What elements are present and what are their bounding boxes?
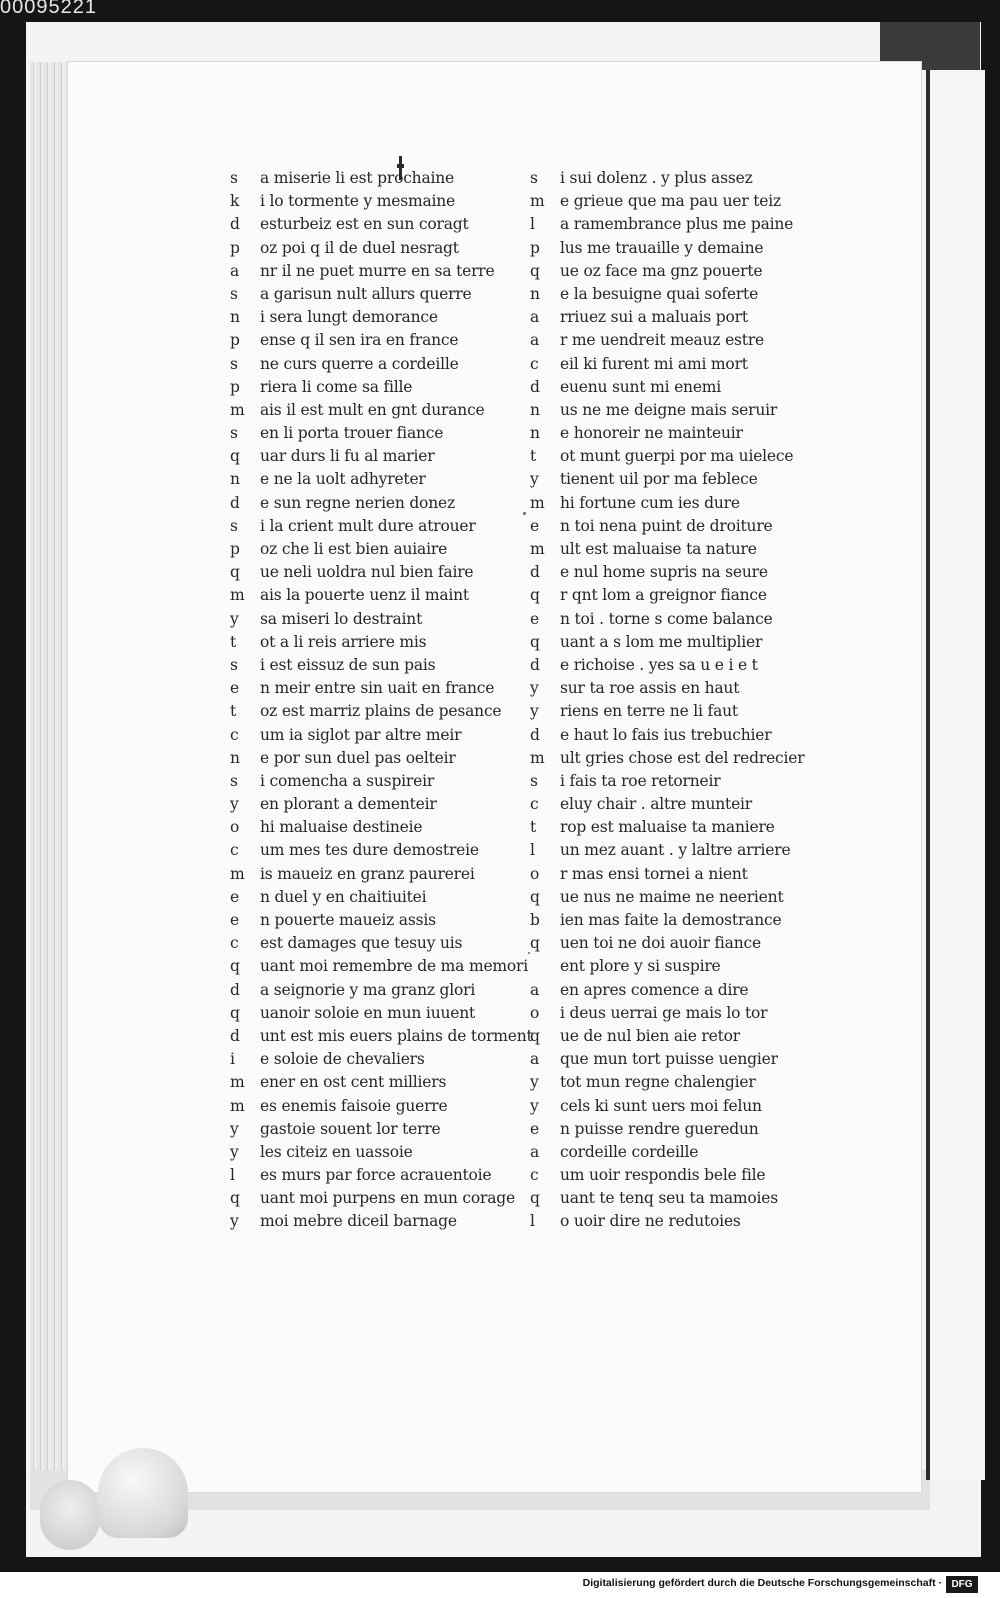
verse-initial: t xyxy=(230,632,237,651)
verse-initial: y xyxy=(230,609,239,628)
verse-initial: d xyxy=(530,655,540,674)
verse-initial: c xyxy=(530,795,539,814)
verse-text: en plorant a dementeir xyxy=(260,795,437,814)
verse-line xyxy=(530,584,840,607)
verse-text: i comencha a suspireir xyxy=(260,771,435,790)
verse-initial: y xyxy=(530,1096,539,1115)
verse-text: ot munt guerpi por ma uielece xyxy=(560,447,794,466)
footer-bar xyxy=(0,1572,1000,1598)
verse-text: riens en terre ne li faut xyxy=(560,702,738,721)
verse-text: uant te tenq seu ta mamoies xyxy=(560,1189,779,1208)
verse-line xyxy=(530,515,840,538)
verse-initial: n xyxy=(530,284,540,303)
dfg-logo-icon: DFG xyxy=(946,1576,978,1593)
verse-initial: t xyxy=(230,702,237,721)
verse-line xyxy=(230,839,530,862)
verse-line xyxy=(230,747,530,770)
verse-text: sur ta roe assis en haut xyxy=(560,679,740,698)
verse-text: a ramembrance plus me paine xyxy=(560,215,794,234)
verse-text: e honoreir ne mainteuir xyxy=(560,424,743,443)
verse-line xyxy=(230,584,530,607)
verse-line xyxy=(530,839,840,862)
verse-initial: e xyxy=(530,609,539,628)
verse-text: eluy chair . altre munteir xyxy=(560,795,753,814)
verse-initial: l xyxy=(530,841,535,860)
leaf-edges xyxy=(30,62,72,1482)
verse-text: ense q il sen ira en france xyxy=(260,331,459,350)
verse-initial: y xyxy=(230,1142,239,1161)
verse-initial: d xyxy=(230,980,240,999)
verse-text: r me uendreit meauz estre xyxy=(560,331,765,350)
verse-text: uar durs li fu al marier xyxy=(260,447,435,466)
verse-line xyxy=(230,886,530,909)
verse-initial: p xyxy=(230,331,240,350)
verse-text: a miserie li est prochaine xyxy=(260,169,455,187)
verse-initial: i xyxy=(230,1050,235,1069)
holder-thumb xyxy=(98,1448,188,1538)
verse-line xyxy=(530,631,840,654)
verse-line xyxy=(530,909,840,932)
verse-text: euenu sunt mi enemi xyxy=(560,377,722,396)
verse-line xyxy=(530,1141,840,1164)
verse-initial: d xyxy=(230,1026,240,1045)
verse-initial: s xyxy=(230,169,238,187)
verse-line xyxy=(230,468,530,491)
verse-text: oz est marriz plains de pesance xyxy=(260,702,502,721)
verse-line xyxy=(230,1002,530,1025)
verse-line xyxy=(530,979,840,1002)
verse-text: cels ki sunt uers moi felun xyxy=(560,1096,762,1115)
verse-initial: y xyxy=(230,795,239,814)
verse-text: hi fortune cum ies dure xyxy=(560,493,740,512)
verse-text: um ia siglot par altre meir xyxy=(260,725,462,744)
verse-text: que mun tort puisse uengier xyxy=(560,1050,778,1069)
verse-initial: d xyxy=(230,215,240,234)
verse-line xyxy=(530,608,840,631)
verse-text: gastoie souent lor terre xyxy=(260,1119,441,1138)
facing-page xyxy=(926,70,985,1480)
verse-initial: c xyxy=(230,841,239,860)
verse-line xyxy=(230,1141,530,1164)
verse-text: e nul home supris na seure xyxy=(560,563,768,582)
verse-initial: a xyxy=(530,1142,540,1161)
verse-line xyxy=(230,724,530,747)
verse-text: ien mas faite la demostrance xyxy=(560,911,782,929)
verse-text: uant moi remembre de ma memori xyxy=(260,957,529,976)
verse-line xyxy=(230,1118,530,1141)
verse-initial: d xyxy=(230,493,240,512)
verse-text: e richoise . yes sa u e i e t xyxy=(560,655,758,674)
verse-line xyxy=(230,631,530,654)
verse-text: en li porta trouer fiance xyxy=(260,424,444,443)
verse-text: es enemis faisoie guerre xyxy=(260,1096,448,1115)
verse-text: e sun regne nerien donez xyxy=(260,493,455,512)
verse-initial: p xyxy=(230,540,240,558)
verse-line xyxy=(230,306,530,329)
verse-text: ult gries chose est del redrecier xyxy=(560,748,805,767)
verse-line xyxy=(230,329,530,352)
verse-line xyxy=(230,608,530,631)
verse-text: nr il ne puet murre en sa terre xyxy=(260,261,495,280)
verse-line xyxy=(530,863,840,886)
verse-initial: y xyxy=(230,1119,239,1138)
verse-line xyxy=(530,190,840,213)
verse-initial: p xyxy=(230,377,240,396)
verse-line xyxy=(530,422,840,445)
verse-line xyxy=(230,863,530,886)
verse-text: rriuez sui a maluais port xyxy=(560,308,748,327)
verse-text: o uoir dire ne redutoies xyxy=(560,1212,741,1231)
verse-initial: m xyxy=(530,192,545,211)
verse-initial: a xyxy=(530,331,540,350)
verse-initial: s xyxy=(230,516,238,535)
left-column xyxy=(230,167,533,1234)
verse-line xyxy=(530,1187,840,1210)
verse-initial: e xyxy=(230,911,239,929)
verse-line xyxy=(230,283,530,306)
verse-initial: n xyxy=(530,400,540,419)
verse-initial: y xyxy=(230,1212,239,1231)
verse-line xyxy=(230,561,530,584)
verse-initial: d xyxy=(530,725,540,744)
verse-line xyxy=(530,1210,840,1233)
verse-line xyxy=(230,167,530,190)
verse-line xyxy=(230,770,530,793)
verse-line xyxy=(530,955,840,978)
verse-initial: t xyxy=(530,447,537,466)
verse-text: ais la pouerte uenz il maint xyxy=(260,586,469,605)
verse-initial: e xyxy=(530,516,539,535)
verse-initial: n xyxy=(230,748,240,767)
verse-text: r mas ensi tornei a nient xyxy=(560,864,748,883)
verse-text: moi mebre diceil barnage xyxy=(260,1212,457,1231)
verse-text: lus me trauaille y demaine xyxy=(560,238,764,257)
verse-initial: y xyxy=(530,1073,539,1092)
verse-initial: y xyxy=(530,702,539,721)
verse-line xyxy=(530,700,840,723)
verse-text: a seignorie y ma granz glori xyxy=(260,980,476,999)
verse-line xyxy=(230,700,530,723)
verse-line xyxy=(230,816,530,839)
verse-initial: q xyxy=(230,563,240,582)
verse-line xyxy=(530,561,840,584)
verse-text: i deus uerrai ge mais lo tor xyxy=(560,1003,768,1022)
scan-id: 00095221 xyxy=(0,0,97,18)
verse-text: uant a s lom me multiplier xyxy=(560,632,763,651)
verse-initial: n xyxy=(230,308,240,327)
verse-line xyxy=(530,886,840,909)
verse-text: en apres comence a dire xyxy=(560,980,749,999)
verse-text: is maueiz en granz paurerei xyxy=(260,864,475,883)
verse-text: rop est maluaise ta maniere xyxy=(560,818,775,837)
verse-line xyxy=(530,260,840,283)
verse-line xyxy=(230,1210,530,1233)
verse-text: ot a li reis arriere mis xyxy=(260,632,427,651)
verse-initial: q xyxy=(230,447,240,466)
verse-line xyxy=(230,353,530,376)
verse-text: i sui dolenz . y plus assez xyxy=(560,169,753,187)
verse-text: e haut lo fais ius trebuchier xyxy=(560,725,772,744)
verse-line xyxy=(530,376,840,399)
verse-initial: p xyxy=(530,238,540,257)
verse-text: ent plore y si suspire xyxy=(560,957,721,976)
verse-text: ener en ost cent milliers xyxy=(260,1073,447,1092)
verse-text: uanoir soloie en mun iuuent xyxy=(260,1003,476,1022)
verse-line xyxy=(530,468,840,491)
verse-text: ult est maluaise ta nature xyxy=(560,540,757,558)
verse-text: ais il est mult en gnt durance xyxy=(260,400,485,419)
verse-line xyxy=(230,1071,530,1094)
verse-line xyxy=(530,1025,840,1048)
verse-text: us ne me deigne mais seruir xyxy=(560,400,778,419)
verse-line xyxy=(230,213,530,236)
verse-initial: y xyxy=(530,470,539,489)
verse-text: e ne la uolt adhyreter xyxy=(260,470,426,489)
verse-line xyxy=(230,909,530,932)
verse-line xyxy=(530,677,840,700)
verse-initial: b xyxy=(530,911,540,929)
verse-line xyxy=(530,747,840,770)
verse-line xyxy=(230,932,530,955)
verse-initial: s xyxy=(530,771,538,790)
verse-initial: k xyxy=(230,192,240,211)
verse-line xyxy=(530,724,840,747)
verse-line xyxy=(530,1071,840,1094)
verse-initial: c xyxy=(530,354,539,373)
verse-line xyxy=(230,492,530,515)
verse-line xyxy=(230,677,530,700)
verse-initial: q xyxy=(530,1189,540,1208)
verse-line xyxy=(230,955,530,978)
verse-text: i sera lungt demorance xyxy=(260,308,438,327)
verse-line xyxy=(530,1095,840,1118)
verse-text: i lo tormente y mesmaine xyxy=(260,192,456,211)
verse-initial: t xyxy=(530,818,537,837)
verse-initial: e xyxy=(530,1119,539,1138)
verse-text: r qnt lom a greignor fiance xyxy=(560,586,767,605)
verse-text: oz poi q il de duel nesragt xyxy=(260,238,459,257)
verse-text: ue de nul bien aie retor xyxy=(560,1026,740,1045)
verse-text: es murs par force acrauentoie xyxy=(260,1166,492,1185)
verse-line xyxy=(530,167,840,190)
verse-line xyxy=(230,422,530,445)
verse-initial: q xyxy=(530,261,540,280)
verse-initial: e xyxy=(230,887,239,906)
verse-text: n puisse rendre gueredun xyxy=(560,1119,759,1138)
verse-line xyxy=(230,793,530,816)
verse-line xyxy=(230,1025,533,1048)
verse-initial: m xyxy=(530,493,545,512)
verse-text: a garisun nult allurs querre xyxy=(260,284,472,303)
verse-text: ne curs querre a cordeille xyxy=(260,354,459,373)
verse-line xyxy=(530,538,840,561)
verse-initial: m xyxy=(530,540,545,558)
verse-text: i la crient mult dure atrouer xyxy=(260,516,476,535)
verse-initial: n xyxy=(230,470,240,489)
verse-text: n toi . torne s come balance xyxy=(560,609,773,628)
verse-text: um mes tes dure demostreie xyxy=(260,841,479,860)
verse-initial: l xyxy=(530,215,535,234)
verse-text: e grieue que ma pau uer teiz xyxy=(560,192,782,211)
verse-initial: q xyxy=(230,1189,240,1208)
verse-initial: m xyxy=(230,864,245,883)
holder-finger xyxy=(40,1480,100,1550)
verse-initial: y xyxy=(530,679,539,698)
verse-initial: c xyxy=(530,1166,539,1185)
verse-line xyxy=(230,399,530,422)
verse-text: les citeiz en uassoie xyxy=(260,1142,413,1161)
verse-initial: c xyxy=(230,934,239,953)
verse-line xyxy=(530,445,840,468)
verse-text: e por sun duel pas oelteir xyxy=(260,748,456,767)
verse-text: riera li come sa fille xyxy=(260,377,413,396)
verse-text: eil ki furent mi ami mort xyxy=(560,354,748,373)
verse-text: hi maluaise destineie xyxy=(260,818,423,837)
verse-line xyxy=(530,1048,840,1071)
verse-text: n duel y en chaitiuitei xyxy=(260,887,427,906)
verse-initial: q xyxy=(530,887,540,906)
verse-line xyxy=(530,770,840,793)
verse-text: tot mun regne chalengier xyxy=(560,1073,756,1092)
verse-line xyxy=(230,190,530,213)
verse-text: i est eissuz de sun pais xyxy=(260,655,436,674)
verse-line xyxy=(230,445,530,468)
verse-text: n toi nena puint de droiture xyxy=(560,516,773,535)
funding-credit: Digitalisierung gefördert durch die Deutsche Forschungsgemeinschaft · xyxy=(582,1577,942,1589)
verse-text: ue oz face ma gnz pouerte xyxy=(560,261,763,280)
verse-initial: a xyxy=(530,980,540,999)
verse-line xyxy=(230,1048,530,1071)
verse-initial: q xyxy=(530,632,540,651)
verse-initial: s xyxy=(230,284,238,303)
verse-line xyxy=(530,932,840,955)
verse-line xyxy=(530,1118,840,1141)
right-column xyxy=(530,167,840,1234)
verse-line xyxy=(530,793,840,816)
verse-initial: a xyxy=(230,261,240,280)
verse-text: n meir entre sin uait en france xyxy=(260,679,495,698)
verse-line xyxy=(230,538,530,561)
verse-text: ue neli uoldra nul bien faire xyxy=(260,563,474,582)
verse-initial: a xyxy=(530,1050,540,1069)
verse-text: i fais ta roe retorneir xyxy=(560,771,721,790)
verse-line xyxy=(530,1164,840,1187)
verse-initial: a xyxy=(530,308,540,327)
verse-initial: c xyxy=(230,725,239,744)
verse-line xyxy=(530,306,840,329)
verse-text: un mez auant . y laltre arriere xyxy=(560,841,791,860)
verse-line xyxy=(530,399,840,422)
verse-line xyxy=(230,1095,530,1118)
verse-text: uen toi ne doi auoir fiance xyxy=(560,934,761,953)
verse-line xyxy=(230,515,530,538)
verse-text: e la besuigne quai soferte xyxy=(560,284,759,303)
verse-line xyxy=(230,1164,530,1187)
verse-initial: n xyxy=(530,424,540,443)
verse-initial: m xyxy=(230,400,245,419)
verse-initial: s xyxy=(230,424,238,443)
verse-initial: q xyxy=(530,586,540,605)
verse-line xyxy=(530,237,840,260)
verse-line xyxy=(530,329,840,352)
verse-text: unt est mis euers plains de torment xyxy=(260,1026,533,1045)
verse-initial: s xyxy=(530,169,538,187)
verse-line xyxy=(530,283,840,306)
verse-line xyxy=(530,816,840,839)
verse-text: e soloie de chevaliers xyxy=(260,1050,425,1069)
verse-initial: s xyxy=(230,771,238,790)
verse-initial: q xyxy=(530,934,540,953)
verse-initial: m xyxy=(230,586,245,605)
verse-text: esturbeiz est en sun coragt xyxy=(260,215,469,234)
verse-line xyxy=(530,213,840,236)
verse-initial: m xyxy=(230,1096,245,1115)
verse-text: uant moi purpens en mun corage xyxy=(260,1189,515,1208)
verse-text: cordeille cordeille xyxy=(560,1142,699,1161)
verse-text: est damages que tesuy uis xyxy=(260,934,463,953)
verse-initial: q xyxy=(530,1026,540,1045)
verse-line xyxy=(530,492,840,515)
verse-line xyxy=(530,353,840,376)
verse-text: ue nus ne maime ne neerient xyxy=(560,887,784,906)
verse-initial: l xyxy=(530,1212,535,1231)
verse-line xyxy=(530,1002,840,1025)
verse-line xyxy=(530,654,840,677)
verse-line xyxy=(230,1187,530,1210)
verse-line xyxy=(230,260,530,283)
verse-line xyxy=(230,979,530,1002)
verse-initial: o xyxy=(530,864,540,883)
verse-text: n pouerte maueiz assis xyxy=(260,911,436,929)
verse-line xyxy=(230,376,530,399)
verse-line xyxy=(230,237,530,260)
verse-text: tienent uil por ma feblece xyxy=(560,470,758,489)
verse-initial: l xyxy=(230,1166,235,1185)
verse-initial: o xyxy=(530,1003,540,1022)
verse-initial: s xyxy=(230,655,238,674)
verse-initial: d xyxy=(530,377,540,396)
verse-initial: e xyxy=(230,679,239,698)
verse-initial: o xyxy=(230,818,240,837)
verse-initial: q xyxy=(230,1003,240,1022)
verse-initial: q xyxy=(230,957,240,976)
verse-text: um uoir respondis bele file xyxy=(560,1166,766,1185)
verse-text: sa miseri lo destraint xyxy=(260,609,423,628)
verse-text: oz che li est bien auiaire xyxy=(260,540,448,558)
verse-initial: p xyxy=(230,238,240,257)
verse-line xyxy=(230,654,530,677)
verse-initial: m xyxy=(230,1073,245,1092)
verse-initial: s xyxy=(230,354,238,373)
verse-initial: m xyxy=(530,748,545,767)
verse-initial: d xyxy=(530,563,540,582)
